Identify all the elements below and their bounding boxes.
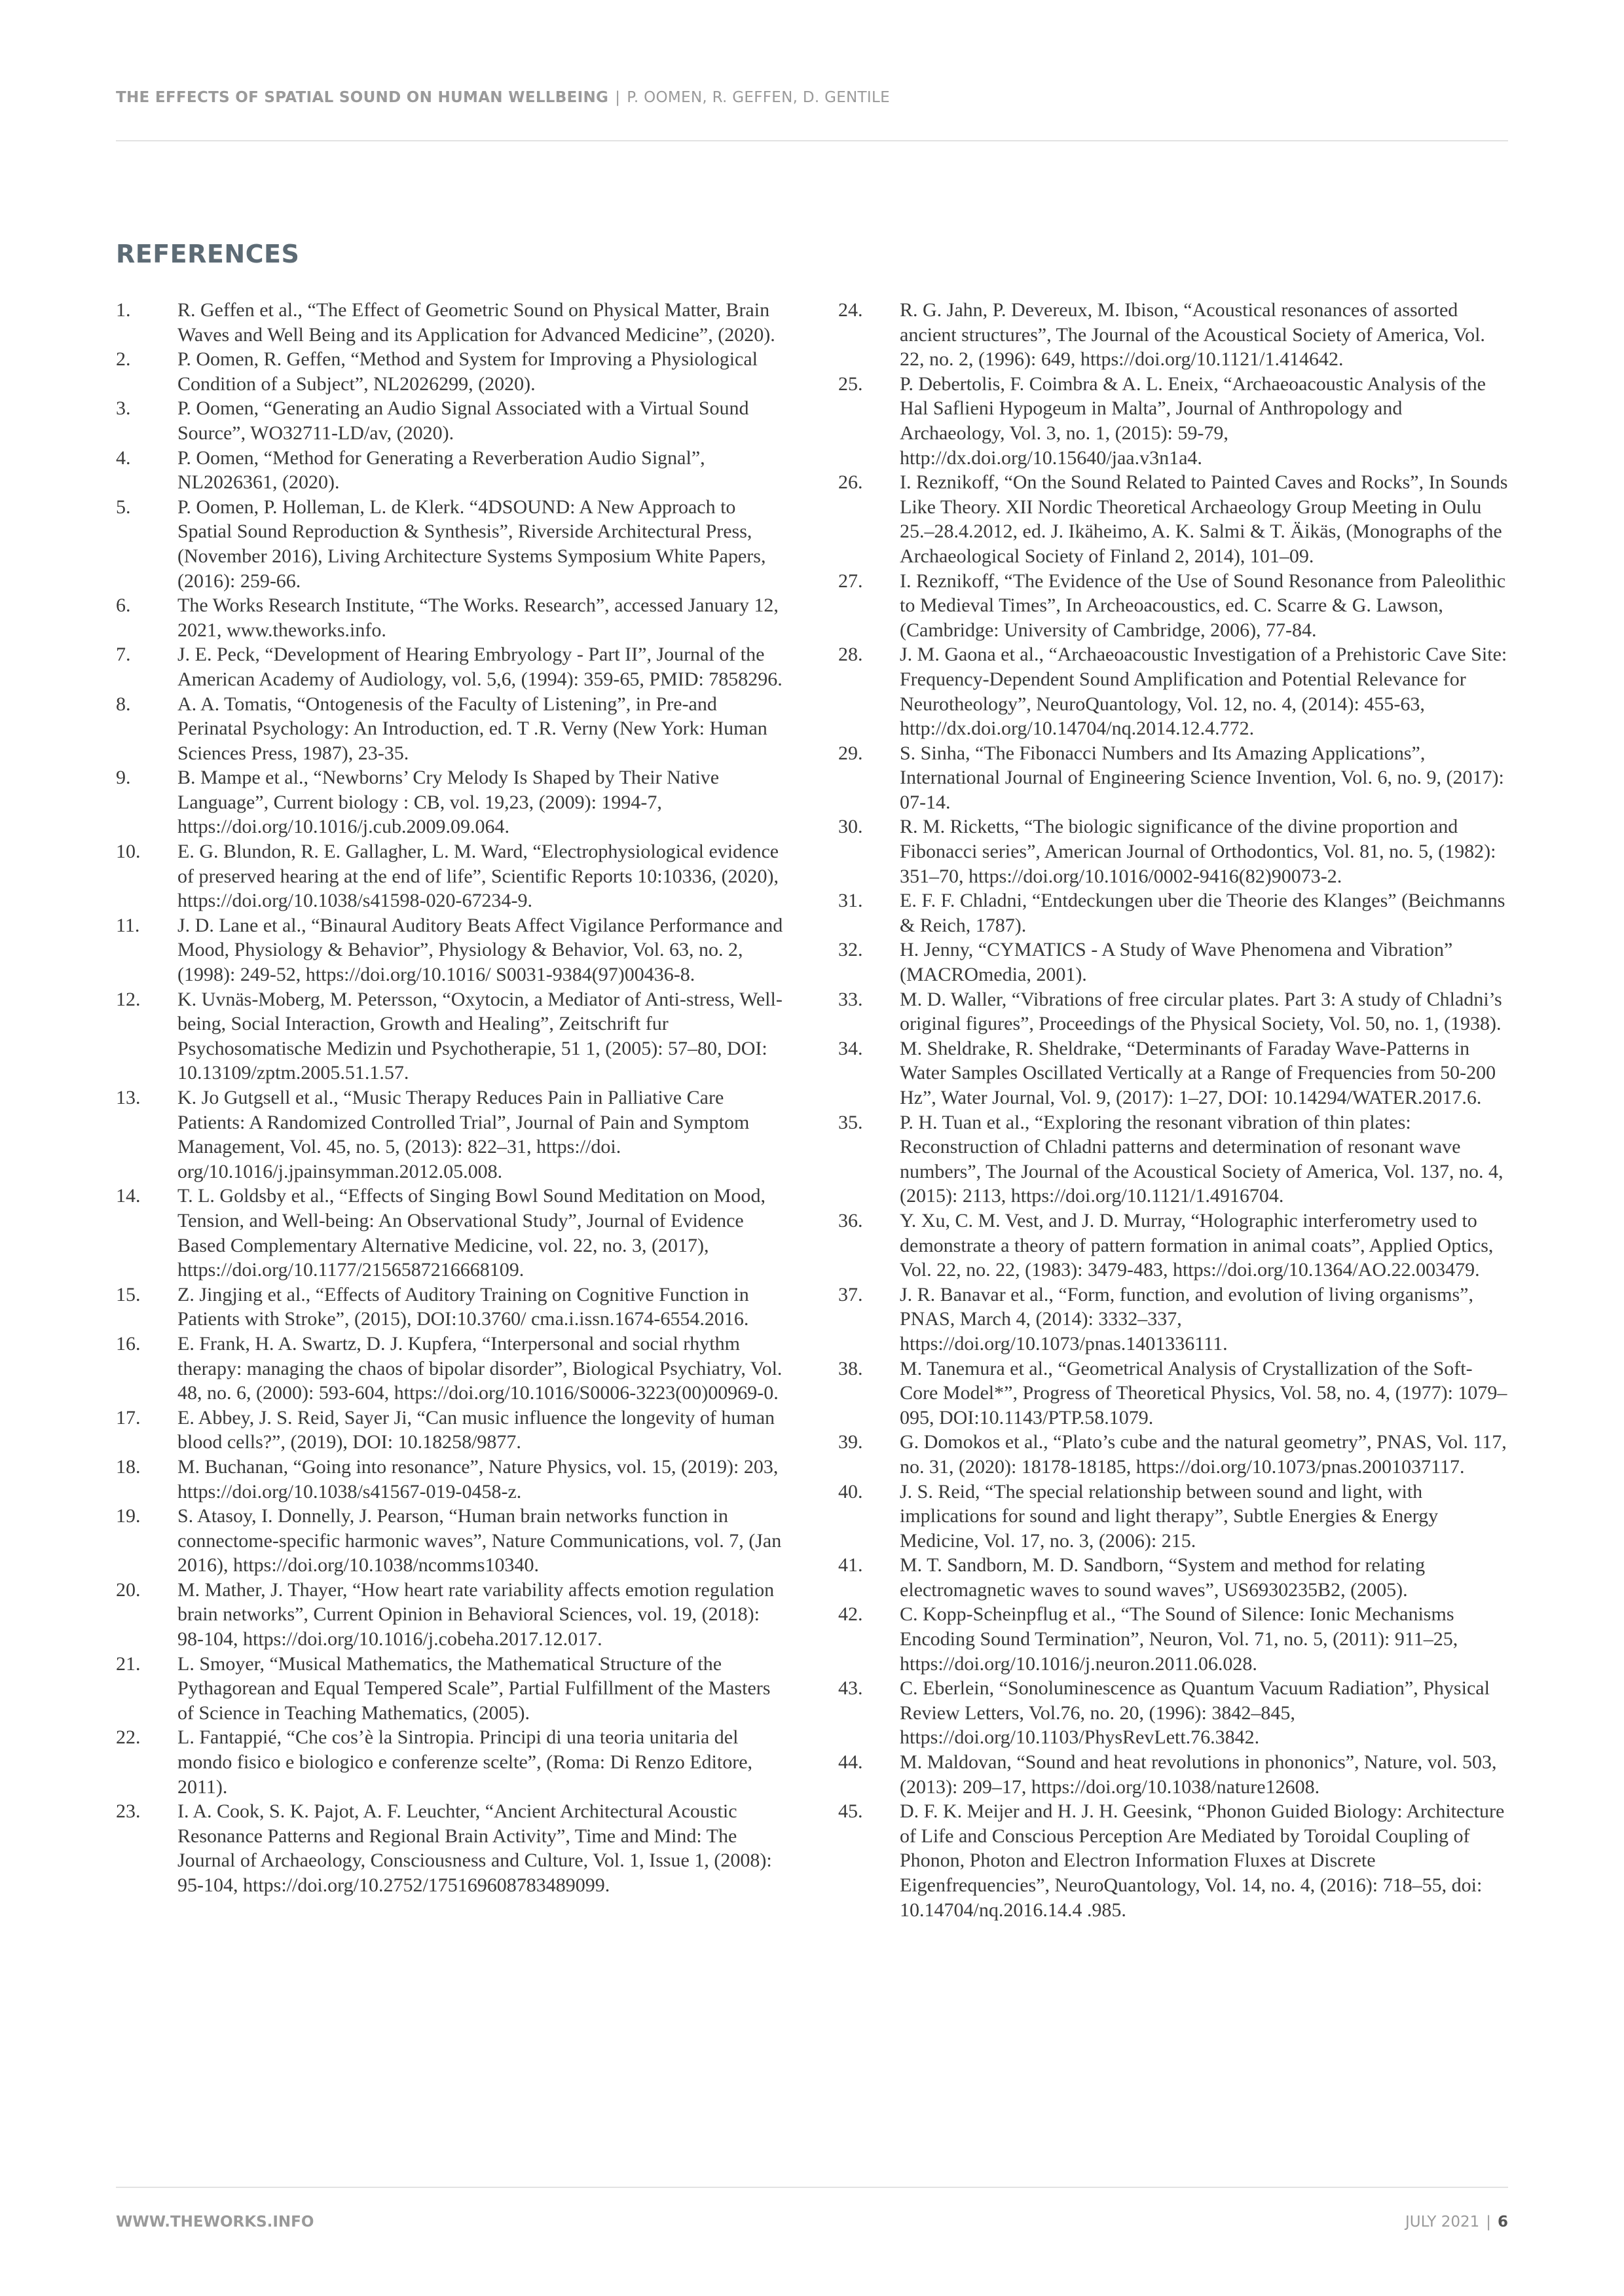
section-title: REFERENCES (116, 240, 300, 268)
reference-number: 15. (116, 1283, 141, 1305)
page-number: 6 (1497, 2214, 1508, 2231)
reference-text: S. Sinha, “The Fibonacci Numbers and Its Amazing Applications”, International Journal of Engineering Science Invention, Vol. 6, no. 9, (2017): 07-14. (900, 742, 1504, 813)
reference-item (838, 1602, 1509, 1676)
reference-text: M. T. Sandborn, M. D. Sandborn, “System and method for relating electromagnetic waves to sound waves”, US6930235B2, (2005). (900, 1554, 1426, 1601)
reference-item (838, 470, 1509, 568)
reference-text: R. G. Jahn, P. Devereux, M. Ibison, “Acoustical resonances of assorted ancient structures”, The Journal of the Acoustical Society of America, Vol. 22, no. 2, (1996): 649, https://doi.org/10.1121/1.414642. (900, 299, 1485, 371)
reference-item (116, 446, 784, 495)
reference-text: S. Atasoy, I. Donnelly, J. Pearson, “Human brain networks function in connectome-specific harmonic waves”, Nature Communications, vol. 7, (Jan 2016), https://doi.org/10.1038/ncomms10340. (177, 1505, 782, 1576)
reference-item (116, 396, 784, 445)
reference-item (838, 1480, 1509, 1554)
reference-text: P. Debertolis, F. Coimbra & A. L. Eneix, “Archaeoacoustic Analysis of the Hal Saflieni Hypogeum in Malta”, Journal of Anthropology and Archaeology, Vol. 3, no. 1, (2015): 59-79, http://dx.doi.org/10.15640/jaa.v3n1a4. (900, 373, 1486, 469)
reference-text: E. Abbey, J. S. Reid, Sayer Ji, “Can music influence the longevity of human blood cells?”, (2019), DOI: 10.18258/9877. (177, 1406, 775, 1453)
reference-text: Y. Xu, C. M. Vest, and J. D. Murray, “Holographic interferometry used to demonstrate a theory of pattern formation in animal coats”, Applied Optics, Vol. 22, no. 22, (1983): 3479-483, https://doi.org/10.1364/AO.22.003479. (900, 1209, 1494, 1281)
reference-number: 37. (838, 1283, 863, 1305)
reference-text: P. Oomen, “Generating an Audio Signal Associated with a Virtual Sound Source”, WO32711-LD/av, (2020). (177, 397, 749, 444)
reference-item (838, 1209, 1509, 1283)
reference-text: J. M. Gaona et al., “Archaeoacoustic Investigation of a Prehistoric Cave Site: Frequency-Dependent Sound Amplification and Potential Relevance for Neurotheology”, NeuroQuantology, Vol. 12, no. 4, (2014): 455-63, http://dx.doi.org/10.14704/nq.2014.12.4.772. (900, 644, 1507, 740)
reference-text: M. Buchanan, “Going into resonance”, Nature Physics, vol. 15, (2019): 203, https://doi.org/10.1038/s41567-019-0458-z. (177, 1455, 779, 1503)
reference-number: 34. (838, 1037, 863, 1059)
reference-text: C. Kopp-Scheinpflug et al., “The Sound of Silence: Ionic Mechanisms Encoding Sound Termination”, Neuron, Vol. 71, no. 5, (2011): 911–25, https://doi.org/10.1016/j.neuron.2011.06.028. (900, 1603, 1458, 1675)
reference-item (116, 1725, 784, 1799)
reference-text: P. Oomen, P. Holleman, L. de Klerk. “4DSOUND: A New Approach to Spatial Sound Reproduction & Synthesis”, Riverside Architectural Press, (November 2016), Living Architecture Systems Symposium White Papers, (2016): 259-66. (177, 496, 766, 592)
header-authors: P. OOMEN, R. GEFFEN, D. GENTILE (627, 89, 890, 106)
footer-website[interactable]: WWW.THEWORKS.INFO (116, 2214, 314, 2231)
reference-number: 2. (116, 348, 131, 371)
reference-text: E. F. F. Chladni, “Entdeckungen uber die Theorie des Klanges” (Beichmanns & Reich, 1787). (900, 890, 1505, 936)
reference-number: 14. (116, 1185, 141, 1207)
reference-item (116, 692, 784, 766)
reference-number: 28. (838, 644, 863, 666)
reference-text: I. Reznikoff, “The Evidence of the Use of Sound Resonance from Paleolithic to Medieval Times”, In Archeoacoustics, ed. C. Scarre & G. Lawson, (Cambridge: University of Cambridge, 2006), 77-84. (900, 570, 1506, 641)
reference-item (116, 1455, 784, 1504)
reference-number: 21. (116, 1652, 141, 1675)
reference-number: 36. (838, 1209, 863, 1231)
reference-number: 7. (116, 644, 131, 666)
footer-separator: | (1486, 2214, 1491, 2231)
references-right-column (838, 298, 1509, 1922)
reference-number: 4. (116, 446, 131, 469)
reference-number: 24. (838, 299, 863, 321)
reference-text: E. Frank, H. A. Swartz, D. J. Kupfera, “Interpersonal and social rhythm therapy: managing the chaos of bipolar disorder”, Biological Psychiatry, Vol. 48, no. 6, (2000): 593-604, https://doi.org/10.1016/S0006-3223(00)00969-0. (177, 1332, 783, 1404)
reference-item (838, 372, 1509, 470)
reference-number: 39. (838, 1431, 863, 1453)
reference-text: P. Oomen, R. Geffen, “Method and System for Improving a Physiological Condition of a Subject”, NL2026299, (2020). (177, 348, 758, 395)
reference-item (838, 1799, 1509, 1922)
footer-divider (116, 2187, 1508, 2188)
reference-text: I. Reznikoff, “On the Sound Related to Painted Caves and Rocks”, In Sounds Like Theory. XII Nordic Theoretical Archaeology Group Meeting in Oulu 25.–28.4.2012, ed. J. Ikäheimo, A. K. Salmi & T. Äikäs, (Monographs of the Archaeological Society of Finland 2, 2014), 101–09. (900, 471, 1508, 567)
reference-item (838, 987, 1509, 1036)
reference-item (116, 642, 784, 691)
reference-item (116, 495, 784, 593)
reference-text: M. Tanemura et al., “Geometrical Analysis of Crystallization of the Soft-Core Model*”, Progress of Theoretical Physics, Vol. 58, no. 4, (1977): 1079–095, DOI:10.1143/PTP.58.1079. (900, 1357, 1507, 1429)
reference-text: T. L. Goldsby et al., “Effects of Singing Bowl Sound Meditation on Mood, Tension, and Well-being: An Observational Study”, Journal of Evidence Based Complementary Alternative Medicine, vol. 22, no. 3, (2017), https://doi.org/10.1177/2156587216668109. (177, 1185, 766, 1281)
reference-number: 23. (116, 1800, 141, 1823)
reference-item (116, 1184, 784, 1282)
reference-text: The Works Research Institute, “The Works. Research”, accessed January 12, 2021, www.theworks.info. (177, 594, 779, 641)
reference-item (838, 569, 1509, 643)
reference-item (838, 1430, 1509, 1479)
reference-text: J. E. Peck, “Development of Hearing Embryology - Part II”, Journal of the American Academy of Audiology, vol. 5,6, (1994): 359-65, PMID: 7858296. (177, 644, 783, 690)
reference-text: J. R. Banavar et al., “Form, function, and evolution of living organisms”, PNAS, March 4, (2014): 3332–337, https://doi.org/10.1073/pnas.1401336111. (900, 1283, 1473, 1355)
reference-item (838, 1676, 1509, 1750)
reference-text: J. D. Lane et al., “Binaural Auditory Beats Affect Vigilance Performance and Mood, Physiology & Behavior”, Physiology & Behavior, Vol. 63, no. 2, (1998): 249-52, https://doi.org/10.1016/ S0031-9384(97)00436-8. (177, 914, 783, 986)
reference-text: I. A. Cook, S. K. Pajot, A. F. Leuchter, “Ancient Architectural Acoustic Resonance Patterns and Regional Brain Activity”, Time and Mind: The Journal of Archaeology, Consciousness and Culture, Vol. 1, Issue 1, (2008): 95-104, https://doi.org/10.2752/175169608783489099. (177, 1800, 772, 1896)
reference-number: 33. (838, 988, 863, 1010)
reference-item (116, 987, 784, 1085)
reference-item (116, 765, 784, 839)
reference-text: K. Jo Gutgsell et al., “Music Therapy Reduces Pain in Palliative Care Patients: A Randomized Controlled Trial”, Journal of Pain and Symptom Management, Vol. 45, no. 5, (2013): 822–31, https://doi. org/10.1016/j.jpainsymman.2012.05.008. (177, 1087, 750, 1182)
reference-item (838, 1110, 1509, 1209)
reference-number: 9. (116, 767, 131, 789)
reference-item (838, 814, 1509, 888)
reference-text: J. S. Reid, “The special relationship between sound and light, with implications for sound and light therapy”, Subtle Energies & Energy Medicine, Vol. 17, no. 3, (2006): 215. (900, 1480, 1439, 1552)
header-title: THE EFFECTS OF SPATIAL SOUND ON HUMAN WELLBEING (116, 89, 609, 106)
reference-number: 26. (838, 471, 863, 494)
header-separator: | (615, 89, 621, 106)
reference-text: Z. Jingjing et al., “Effects of Auditory Training on Cognitive Function in Patients with Stroke”, (2015), DOI:10.3760/ cma.i.issn.1674-6554.2016. (177, 1283, 749, 1330)
reference-number: 1. (116, 299, 131, 321)
reference-number: 40. (838, 1480, 863, 1503)
reference-number: 3. (116, 397, 131, 420)
reference-number: 25. (838, 373, 863, 395)
reference-number: 13. (116, 1087, 141, 1108)
reference-item (116, 1504, 784, 1578)
reference-item (116, 1332, 784, 1406)
footer-page-info (1405, 2214, 1508, 2231)
reference-text: R. Geffen et al., “The Effect of Geometric Sound on Physical Matter, Brain Waves and Well Being and its Application for Advanced Medicine”, (2020). (177, 299, 775, 346)
references-left-column (116, 298, 784, 1898)
reference-item (838, 642, 1509, 740)
reference-number: 16. (116, 1332, 141, 1355)
reference-text: D. F. K. Meijer and H. J. H. Geesink, “Phonon Guided Biology: Architecture of Life and Conscious Perception Are Mediated by Toroidal Coupling of Phonon, Photon and Electron Information Fluxes at Discrete Eigenfrequencies”, NeuroQuantology, Vol. 14, no. 4, (2016): 718–55, doi: 10.14704/nq.2016.14.4 .985. (900, 1800, 1505, 1921)
reference-number: 5. (116, 496, 131, 518)
reference-number: 31. (838, 890, 863, 912)
reference-item (838, 741, 1509, 815)
reference-item (116, 593, 784, 642)
reference-text: H. Jenny, “CYMATICS - A Study of Wave Phenomena and Vibration” (MACROmedia, 2001). (900, 939, 1453, 986)
reference-item (116, 1283, 784, 1332)
reference-item (116, 1578, 784, 1652)
reference-number: 6. (116, 594, 131, 617)
reference-item (116, 1652, 784, 1726)
reference-number: 38. (838, 1357, 863, 1379)
reference-text: C. Eberlein, “Sonoluminescence as Quantum Vacuum Radiation”, Physical Review Letters, Vol.76, no. 20, (1996): 3842–845, https://doi.org/10.1103/PhysRevLett.76.3842. (900, 1677, 1490, 1749)
reference-number: 41. (838, 1554, 863, 1576)
reference-text: L. Fantappié, “Che cos’è la Sintropia. Principi di una teoria unitaria del mondo fisico e biologico e conferenze scelte”, (Roma: Di Renzo Editore, 2011). (177, 1726, 753, 1798)
reference-text: B. Mampe et al., “Newborns’ Cry Melody Is Shaped by Their Native Language”, Current biology : CB, vol. 19,23, (2009): 1994-7, https://doi.org/10.1016/j.cub.2009.09.064. (177, 767, 720, 838)
reference-item (116, 1406, 784, 1455)
reference-item (838, 1553, 1509, 1602)
reference-number: 42. (838, 1603, 863, 1626)
reference-text: M. Mather, J. Thayer, “How heart rate variability affects emotion regulation brain networks”, Current Opinion in Behavioral Sciences, vol. 19, (2018): 98-104, https://doi.org/10.1016/j.cobeha.2017.12.017. (177, 1578, 775, 1650)
reference-text: P. H. Tuan et al., “Exploring the resonant vibration of thin plates: Reconstruction of Chladni patterns and determination of resonant wave numbers”, The Journal of the Acoustical Society of America, Vol. 137, no. 4, (2015): 2113, https://doi.org/10.1121/1.4916704. (900, 1111, 1504, 1207)
reference-text: E. G. Blundon, R. E. Gallagher, L. M. Ward, “Electrophysiological evidence of preserved hearing at the end of life”, Scientific Reports 10:10336, (2020), https://doi.org/10.1038/s41598-020-67234-9. (177, 841, 779, 912)
reference-number: 11. (116, 914, 140, 936)
reference-number: 43. (838, 1677, 863, 1700)
reference-text: A. A. Tomatis, “Ontogenesis of the Faculty of Listening”, in Pre-and Perinatal Psychology: An Introduction, ed. T .R. Verny (New York: Human Sciences Press, 1987), 23-35. (177, 693, 767, 764)
reference-item (838, 938, 1509, 987)
reference-number: 35. (838, 1111, 863, 1133)
reference-number: 20. (116, 1578, 141, 1601)
reference-text: P. Oomen, “Method for Generating a Reverberation Audio Signal”, NL2026361, (2020). (177, 446, 705, 494)
reference-number: 17. (116, 1406, 141, 1429)
reference-item (838, 298, 1509, 372)
reference-text: K. Uvnäs-Moberg, M. Petersson, “Oxytocin, a Mediator of Anti-stress, Well-being, Social Interaction, Growth and Healing”, Zeitschrift fur Psychosomatische Medizin und Psychotherapie, 51 1, (2005): 57–80, DOI: 10.13109/zptm.2005.51.1.57. (177, 988, 783, 1084)
reference-number: 45. (838, 1800, 863, 1823)
reference-item (838, 1036, 1509, 1110)
reference-item (116, 1085, 784, 1184)
reference-number: 44. (838, 1751, 863, 1774)
footer-date: JULY 2021 (1405, 2214, 1480, 2231)
reference-item (116, 1799, 784, 1897)
reference-number: 8. (116, 693, 131, 715)
reference-item (838, 1283, 1509, 1357)
reference-text: G. Domokos et al., “Plato’s cube and the natural geometry”, PNAS, Vol. 117, no. 31, (2020): 18178-18185, https://doi.org/10.1073/pnas.2001037117. (900, 1431, 1507, 1478)
reference-number: 32. (838, 939, 863, 961)
reference-item (838, 888, 1509, 938)
reference-item (116, 347, 784, 396)
reference-number: 29. (838, 742, 863, 764)
reference-number: 18. (116, 1455, 141, 1478)
header-divider (116, 140, 1508, 141)
reference-item (116, 839, 784, 913)
reference-item (838, 1750, 1509, 1799)
reference-text: R. M. Ricketts, “The biologic significance of the divine proportion and Fibonacci series”, American Journal of Orthodontics, Vol. 81, no. 5, (1982): 351–70, https://doi.org/10.1016/0002-9416(82)90073-2. (900, 816, 1496, 887)
reference-text: L. Smoyer, “Musical Mathematics, the Mathematical Structure of the Pythagorean and Equal Tempered Scale”, Partial Fulfillment of the Masters of Science in Teaching Mathematics, (2005). (177, 1652, 771, 1724)
reference-item (116, 298, 784, 347)
reference-text: M. D. Waller, “Vibrations of free circular plates. Part 3: A study of Chladni’s original figures”, Proceedings of the Physical Society, Vol. 50, no. 1, (1938). (900, 988, 1502, 1035)
reference-item (838, 1357, 1509, 1430)
reference-text: M. Maldovan, “Sound and heat revolutions in phononics”, Nature, vol. 503, (2013): 209–17, https://doi.org/10.1038/nature12608. (900, 1751, 1497, 1798)
reference-item (116, 913, 784, 987)
reference-number: 10. (116, 841, 141, 863)
reference-number: 12. (116, 988, 141, 1010)
reference-number: 27. (838, 570, 863, 592)
reference-text: M. Sheldrake, R. Sheldrake, “Determinants of Faraday Wave-Patterns in Water Samples Oscillated Vertically at a Range of Frequencies from 50-200 Hz”, Water Journal, Vol. 9, (2017): 1–27, DOI: 10.14294/WATER.2017.6. (900, 1037, 1496, 1108)
reference-number: 22. (116, 1726, 141, 1749)
reference-number: 19. (116, 1505, 141, 1527)
running-header (116, 89, 1508, 106)
reference-number: 30. (838, 816, 863, 838)
